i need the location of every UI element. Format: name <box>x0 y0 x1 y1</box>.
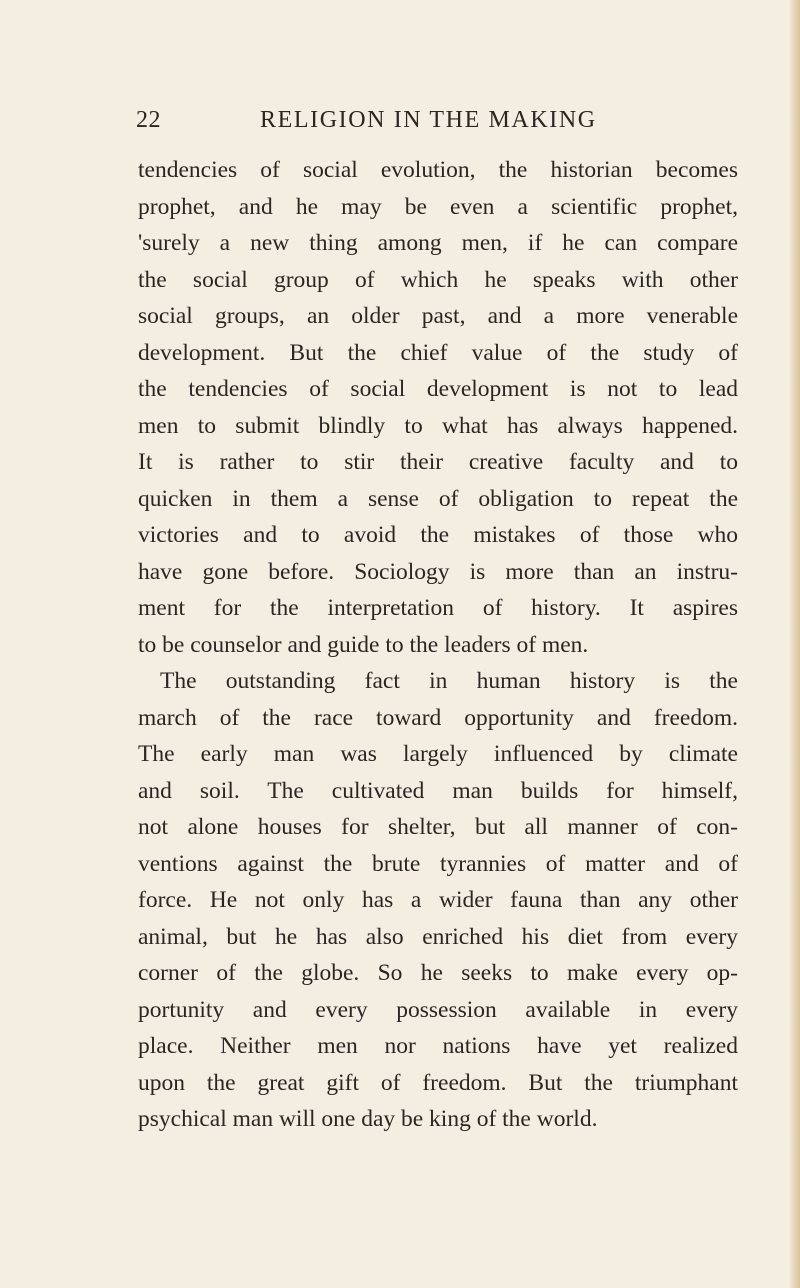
text-line: portunity and every possession available in every <box>138 996 738 1023</box>
text-line: and soil. The cultivated man builds for himself, <box>138 777 738 804</box>
text-line: quicken in them a sense of obligation to repeat the <box>138 485 738 512</box>
text-line: development. But the chief value of the study of <box>138 339 738 366</box>
text-line: place. Neither men nor nations have yet realized <box>138 1033 738 1059</box>
text-line: corner of the globe. So he seeks to make every op- <box>138 960 738 986</box>
text-line: prophet, and he may be even a scientific prophet, <box>138 193 738 220</box>
text-line: upon the great gift of freedom. But the triumphant <box>138 1069 738 1096</box>
text-line: the tendencies of social development is not to lead <box>138 376 738 402</box>
page-edge <box>790 0 800 1288</box>
text-line: ventions against the brute tyrannies of matter and of <box>138 850 738 877</box>
text-line: The early man was largely influenced by climate <box>138 741 738 767</box>
text-line: It is rather to stir their creative faculty and to <box>138 449 738 475</box>
text-line: 'surely a new thing among men, if he can compare <box>138 230 738 256</box>
text-line: the social group of which he speaks with other <box>138 266 738 293</box>
paragraph-end-line: to be counselor and guide to the leaders of men. <box>138 631 589 658</box>
paragraph-start-line: The outstanding fact in human history is the <box>160 668 738 694</box>
body-text <box>138 152 738 1138</box>
text-line: animal, but he has also enriched his diet from every <box>138 923 738 950</box>
running-title: RELIGION IN THE MAKING <box>260 107 597 133</box>
text-line: not alone houses for shelter, but all manner of con- <box>138 814 738 840</box>
text-line: ment for the interpretation of history. It aspires <box>138 595 738 621</box>
text-line: have gone before. Sociology is more than an instru- <box>138 558 738 585</box>
running-head <box>136 100 736 140</box>
text-line: men to submit blindly to what has always happened. <box>138 412 738 439</box>
page-number: 22 <box>136 107 161 133</box>
text-line: social groups, an older past, and a more venerable <box>138 303 738 329</box>
paragraph-end-line: psychical man will one day be king of the world. <box>138 1106 598 1132</box>
text-line: force. He not only has a wider fauna than any other <box>138 887 738 913</box>
text-line: march of the race toward opportunity and freedom. <box>138 704 738 731</box>
text-line: victories and to avoid the mistakes of those who <box>138 522 738 548</box>
text-line: tendencies of social evolution, the historian becomes <box>138 157 738 183</box>
